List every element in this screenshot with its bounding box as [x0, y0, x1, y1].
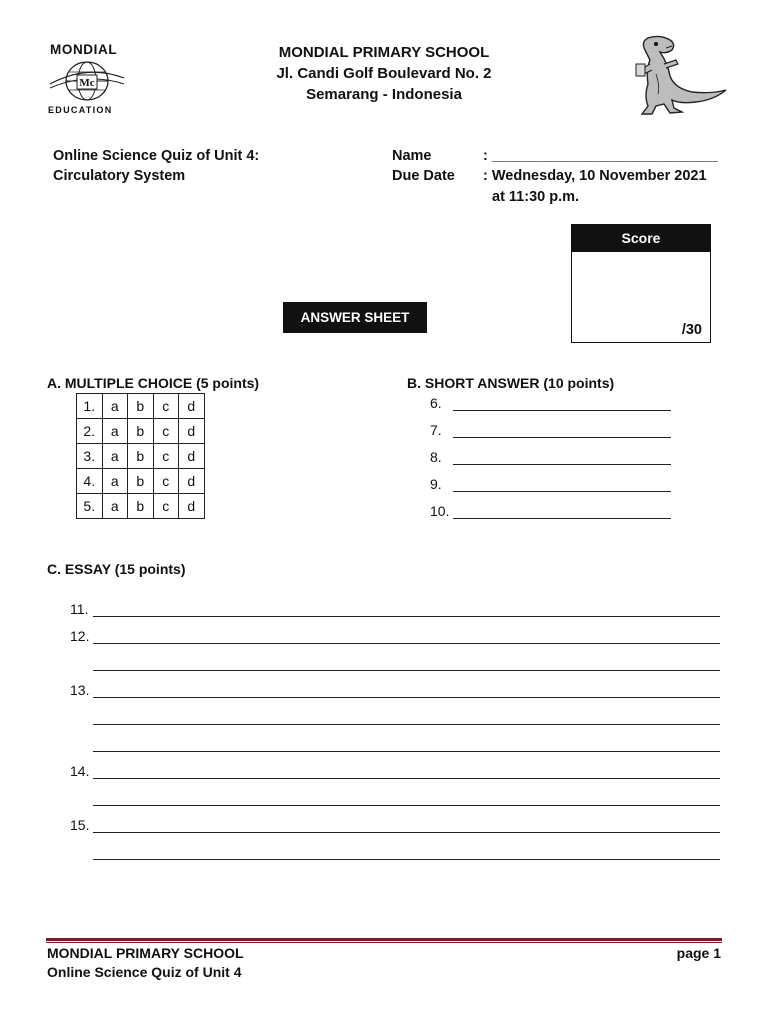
due-date-value: : Wednesday, 10 November 2021 [483, 168, 707, 184]
mc-question-number: 1. [77, 394, 103, 419]
short-answer-line[interactable] [453, 518, 671, 519]
mc-option-b[interactable]: b [128, 419, 154, 444]
short-answer-number: 6. [430, 395, 442, 411]
logo-bottom-text: EDUCATION [48, 105, 113, 115]
mc-row [77, 419, 205, 444]
essay-answer-line[interactable] [93, 832, 720, 833]
footer-school: MONDIAL PRIMARY SCHOOL [47, 945, 244, 961]
mc-option-c[interactable]: c [153, 419, 179, 444]
mc-option-a[interactable]: a [102, 394, 128, 419]
short-answer-line[interactable] [453, 464, 671, 465]
short-answer-line[interactable] [453, 410, 671, 411]
short-answer-line[interactable] [453, 437, 671, 438]
mc-option-b[interactable]: b [128, 494, 154, 519]
dinosaur-mascot-icon [626, 34, 728, 116]
footer-quiz: Online Science Quiz of Unit 4 [47, 964, 242, 980]
multiple-choice-table [76, 393, 205, 519]
section-a-heading: A. MULTIPLE CHOICE (5 points) [47, 375, 260, 391]
essay-answer-line[interactable] [93, 724, 720, 725]
mc-row [77, 444, 205, 469]
mc-option-d[interactable]: d [179, 419, 205, 444]
essay-number: 12. [70, 628, 90, 644]
name-label: Name [392, 148, 432, 164]
mc-question-number: 4. [77, 469, 103, 494]
essay-answer-line[interactable] [93, 670, 720, 671]
short-answer-number: 9. [430, 476, 442, 492]
quiz-title-line1: Online Science Quiz of Unit 4: [53, 148, 260, 164]
mc-question-number: 5. [77, 494, 103, 519]
school-city: Semarang - Indonesia [306, 86, 462, 103]
score-box [571, 224, 711, 343]
mc-option-a[interactable]: a [102, 444, 128, 469]
footer-divider-thin [46, 942, 722, 943]
mc-option-a[interactable]: a [102, 469, 128, 494]
essay-answer-line[interactable] [93, 697, 720, 698]
mc-option-d[interactable]: d [179, 469, 205, 494]
mc-option-b[interactable]: b [128, 444, 154, 469]
footer-page-number: page 1 [676, 945, 721, 961]
name-field[interactable]: : ____________________________ [483, 148, 718, 164]
mc-row [77, 494, 205, 519]
short-answer-number: 10. [430, 503, 450, 519]
answer-sheet-banner: ANSWER SHEET [283, 302, 427, 333]
school-name: MONDIAL PRIMARY SCHOOL [278, 44, 490, 61]
essay-answer-line[interactable] [93, 778, 720, 779]
quiz-title-line2: Circulatory System [53, 168, 186, 184]
short-answer-number: 8. [430, 449, 442, 465]
mc-option-d[interactable]: d [179, 444, 205, 469]
essay-answer-line[interactable] [93, 859, 720, 860]
mc-option-b[interactable]: b [128, 469, 154, 494]
short-answer-number: 7. [430, 422, 442, 438]
mc-option-a[interactable]: a [102, 494, 128, 519]
mc-question-number: 2. [77, 419, 103, 444]
mc-option-c[interactable]: c [153, 494, 179, 519]
essay-answer-line[interactable] [93, 616, 720, 617]
mc-option-b[interactable]: b [128, 394, 154, 419]
mc-row [77, 469, 205, 494]
short-answer-line[interactable] [453, 491, 671, 492]
due-time-value: at 11:30 p.m. [492, 189, 580, 205]
score-header: Score [572, 225, 710, 252]
essay-answer-line[interactable] [93, 805, 720, 806]
logo-center-text: Mc [79, 77, 95, 89]
mc-row [77, 394, 205, 419]
mc-option-c[interactable]: c [153, 469, 179, 494]
essay-number: 11. [70, 601, 89, 617]
essay-number: 15. [70, 817, 90, 833]
mc-option-c[interactable]: c [153, 444, 179, 469]
mc-option-d[interactable]: d [179, 494, 205, 519]
mc-option-c[interactable]: c [153, 394, 179, 419]
mc-option-a[interactable]: a [102, 419, 128, 444]
mc-question-number: 3. [77, 444, 103, 469]
due-date-label: Due Date [392, 168, 455, 184]
essay-answer-line[interactable] [93, 751, 720, 752]
section-c-heading: C. ESSAY (15 points) [47, 561, 186, 577]
logo-top-text: MONDIAL [50, 42, 118, 57]
essay-number: 13. [70, 682, 90, 698]
essay-number: 14. [70, 763, 90, 779]
section-b-heading: B. SHORT ANSWER (10 points) [407, 375, 615, 391]
school-address: Jl. Candi Golf Boulevard No. 2 [276, 65, 492, 82]
score-total: /30 [681, 322, 702, 338]
footer-divider [46, 938, 722, 941]
essay-answer-line[interactable] [93, 643, 720, 644]
mc-option-d[interactable]: d [179, 394, 205, 419]
